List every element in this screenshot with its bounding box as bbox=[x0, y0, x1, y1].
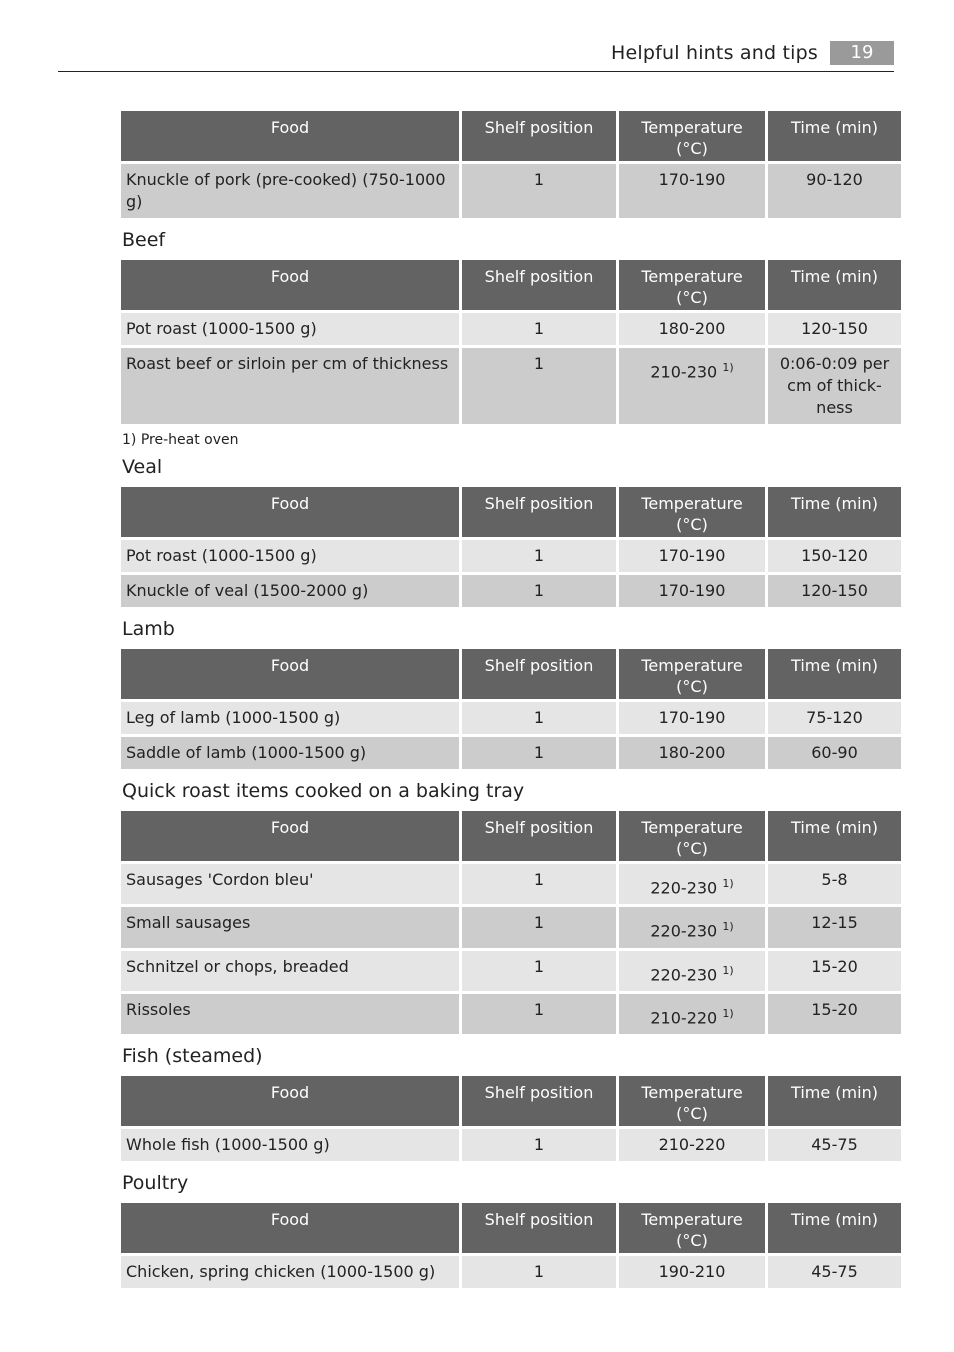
column-header: Shelf position bbox=[462, 487, 616, 537]
cooking-table bbox=[118, 484, 904, 610]
table-header-row bbox=[121, 649, 901, 699]
time-cell: 15-20 bbox=[768, 951, 901, 991]
column-header: Time (min) bbox=[768, 111, 901, 161]
time-cell: 150-120 bbox=[768, 540, 901, 572]
temperature-cell bbox=[619, 737, 765, 769]
column-header: Temperature (°C) bbox=[619, 1076, 765, 1126]
temperature-value: 170-190 bbox=[658, 581, 726, 600]
table-header-row bbox=[121, 487, 901, 537]
column-header: Time (min) bbox=[768, 1076, 901, 1126]
table-row bbox=[121, 348, 901, 424]
column-header: Shelf position bbox=[462, 111, 616, 161]
temperature-cell bbox=[619, 164, 765, 218]
table-header-row bbox=[121, 111, 901, 161]
temperature-value: 190-210 bbox=[658, 1262, 726, 1282]
shelf-cell: 1 bbox=[462, 1129, 616, 1161]
column-header: Shelf position bbox=[462, 260, 616, 310]
shelf-cell: 1 bbox=[462, 702, 616, 734]
column-header: Temperature (°C) bbox=[619, 1203, 765, 1253]
temperature-value: 220-230 bbox=[650, 878, 718, 898]
column-header: Food bbox=[121, 649, 459, 699]
column-header: Shelf position bbox=[462, 649, 616, 699]
table-header-row bbox=[121, 811, 901, 861]
food-cell: Roast beef or sirloin per cm of thickness bbox=[121, 348, 459, 424]
column-header: Food bbox=[121, 1203, 459, 1253]
temperature-value: 180-200 bbox=[658, 743, 726, 762]
column-header: Temperature (°C) bbox=[619, 260, 765, 310]
table-row bbox=[121, 540, 901, 572]
food-cell: Pot roast (1000-1500 g) bbox=[121, 540, 459, 572]
footnote-marker: 1) bbox=[722, 877, 734, 890]
table-row bbox=[121, 1129, 901, 1161]
column-header: Time (min) bbox=[768, 487, 901, 537]
table-row bbox=[121, 575, 901, 607]
shelf-cell: 1 bbox=[462, 313, 616, 345]
table-header-row bbox=[121, 1203, 901, 1253]
temperature-value: 210-220 bbox=[658, 1135, 726, 1155]
header-title: Helpful hints and tips bbox=[611, 42, 818, 64]
temperature-cell bbox=[619, 313, 765, 345]
table-row bbox=[121, 164, 901, 218]
temperature-value: 170-190 bbox=[658, 708, 726, 727]
shelf-cell: 1 bbox=[462, 864, 616, 904]
temperature-cell bbox=[619, 994, 765, 1034]
food-cell: Schnitzel or chops, breaded bbox=[121, 951, 459, 991]
table-row bbox=[121, 1256, 901, 1288]
cooking-tables bbox=[121, 111, 895, 1291]
section-title: Lamb bbox=[122, 618, 175, 640]
shelf-cell: 1 bbox=[462, 540, 616, 572]
cooking-table bbox=[118, 646, 904, 772]
section-title: Veal bbox=[122, 456, 163, 478]
table-row bbox=[121, 313, 901, 345]
cooking-table bbox=[118, 808, 904, 1037]
table-row bbox=[121, 951, 901, 991]
time-cell: 5-8 bbox=[768, 864, 901, 904]
time-cell: 60-90 bbox=[768, 737, 901, 769]
temperature-cell bbox=[619, 540, 765, 572]
column-header: Food bbox=[121, 111, 459, 161]
footnote-marker: 1) bbox=[722, 1006, 734, 1020]
column-header: Temperature (°C) bbox=[619, 811, 765, 861]
temperature-cell bbox=[619, 951, 765, 991]
food-cell: Knuckle of veal (1500-2000 g) bbox=[121, 575, 459, 607]
temperature-value: 220-230 bbox=[650, 921, 718, 941]
food-cell: Rissoles bbox=[121, 994, 459, 1034]
time-cell: 12-15 bbox=[768, 907, 901, 947]
shelf-cell: 1 bbox=[462, 1256, 616, 1288]
cooking-table bbox=[118, 1200, 904, 1291]
temperature-cell bbox=[619, 702, 765, 734]
column-header: Time (min) bbox=[768, 649, 901, 699]
shelf-cell: 1 bbox=[462, 994, 616, 1034]
temperature-value: 210-230 bbox=[650, 362, 718, 382]
time-cell: 0:06-0:09 per cm of thick- ness bbox=[768, 348, 901, 424]
cooking-table bbox=[118, 1073, 904, 1164]
page-header bbox=[58, 40, 894, 72]
column-header: Food bbox=[121, 487, 459, 537]
temperature-cell bbox=[619, 1256, 765, 1288]
column-header: Time (min) bbox=[768, 811, 901, 861]
column-header: Time (min) bbox=[768, 1203, 901, 1253]
section-title: Beef bbox=[122, 229, 166, 251]
temperature-cell bbox=[619, 348, 765, 424]
footnote: 1) Pre-heat oven bbox=[122, 432, 239, 448]
footnote-marker: 1) bbox=[722, 963, 734, 977]
table-header-row bbox=[121, 260, 901, 310]
section-title: Quick roast items cooked on a baking tray bbox=[122, 780, 525, 802]
cooking-table bbox=[118, 257, 904, 427]
temperature-value: 170-190 bbox=[658, 170, 726, 189]
food-cell: Chicken, spring chicken (1000-1500 g) bbox=[121, 1256, 459, 1288]
food-cell: Sausages 'Cordon bleu' bbox=[121, 864, 459, 904]
time-cell: 75-120 bbox=[768, 702, 901, 734]
time-cell: 90-120 bbox=[768, 164, 901, 218]
section-title: Poultry bbox=[122, 1172, 189, 1195]
temperature-cell bbox=[619, 1129, 765, 1161]
column-header: Shelf position bbox=[462, 1076, 616, 1126]
temperature-value: 170-190 bbox=[658, 546, 726, 565]
section-title: Fish (steamed) bbox=[122, 1045, 263, 1068]
time-cell: 120-150 bbox=[768, 313, 901, 345]
shelf-cell: 1 bbox=[462, 575, 616, 607]
table-header-row bbox=[121, 1076, 901, 1126]
footnote-marker: 1) bbox=[722, 361, 734, 374]
time-cell: 120-150 bbox=[768, 575, 901, 607]
food-cell: Pot roast (1000-1500 g) bbox=[121, 313, 459, 345]
food-cell: Whole fish (1000-1500 g) bbox=[121, 1129, 459, 1161]
footnote-marker: 1) bbox=[722, 920, 734, 934]
temperature-value: 180-200 bbox=[658, 319, 726, 338]
food-cell: Knuckle of pork (pre-cooked) (750-1000 g) bbox=[121, 164, 459, 218]
table-row bbox=[121, 737, 901, 769]
column-header: Temperature (°C) bbox=[619, 487, 765, 537]
column-header: Food bbox=[121, 1076, 459, 1126]
shelf-cell: 1 bbox=[462, 951, 616, 991]
temperature-cell bbox=[619, 864, 765, 904]
temperature-cell bbox=[619, 575, 765, 607]
temperature-value: 210-220 bbox=[650, 1008, 718, 1028]
temperature-value: 220-230 bbox=[650, 964, 718, 984]
table-row bbox=[121, 702, 901, 734]
table-row bbox=[121, 907, 901, 947]
food-cell: Small sausages bbox=[121, 907, 459, 947]
column-header: Temperature (°C) bbox=[619, 111, 765, 161]
column-header: Shelf position bbox=[462, 811, 616, 861]
food-cell: Leg of lamb (1000-1500 g) bbox=[121, 702, 459, 734]
time-cell: 45-75 bbox=[768, 1129, 901, 1161]
column-header: Time (min) bbox=[768, 260, 901, 310]
column-header: Food bbox=[121, 260, 459, 310]
page-number: 19 bbox=[830, 41, 894, 65]
table-row bbox=[121, 994, 901, 1034]
table-row bbox=[121, 864, 901, 904]
column-header: Food bbox=[121, 811, 459, 861]
shelf-cell: 1 bbox=[462, 164, 616, 218]
time-cell: 45-75 bbox=[768, 1256, 901, 1288]
column-header: Temperature (°C) bbox=[619, 649, 765, 699]
shelf-cell: 1 bbox=[462, 348, 616, 424]
column-header: Shelf position bbox=[462, 1203, 616, 1253]
shelf-cell: 1 bbox=[462, 737, 616, 769]
food-cell: Saddle of lamb (1000-1500 g) bbox=[121, 737, 459, 769]
temperature-cell bbox=[619, 907, 765, 947]
shelf-cell: 1 bbox=[462, 907, 616, 947]
cooking-table bbox=[118, 108, 904, 221]
time-cell: 15-20 bbox=[768, 994, 901, 1034]
